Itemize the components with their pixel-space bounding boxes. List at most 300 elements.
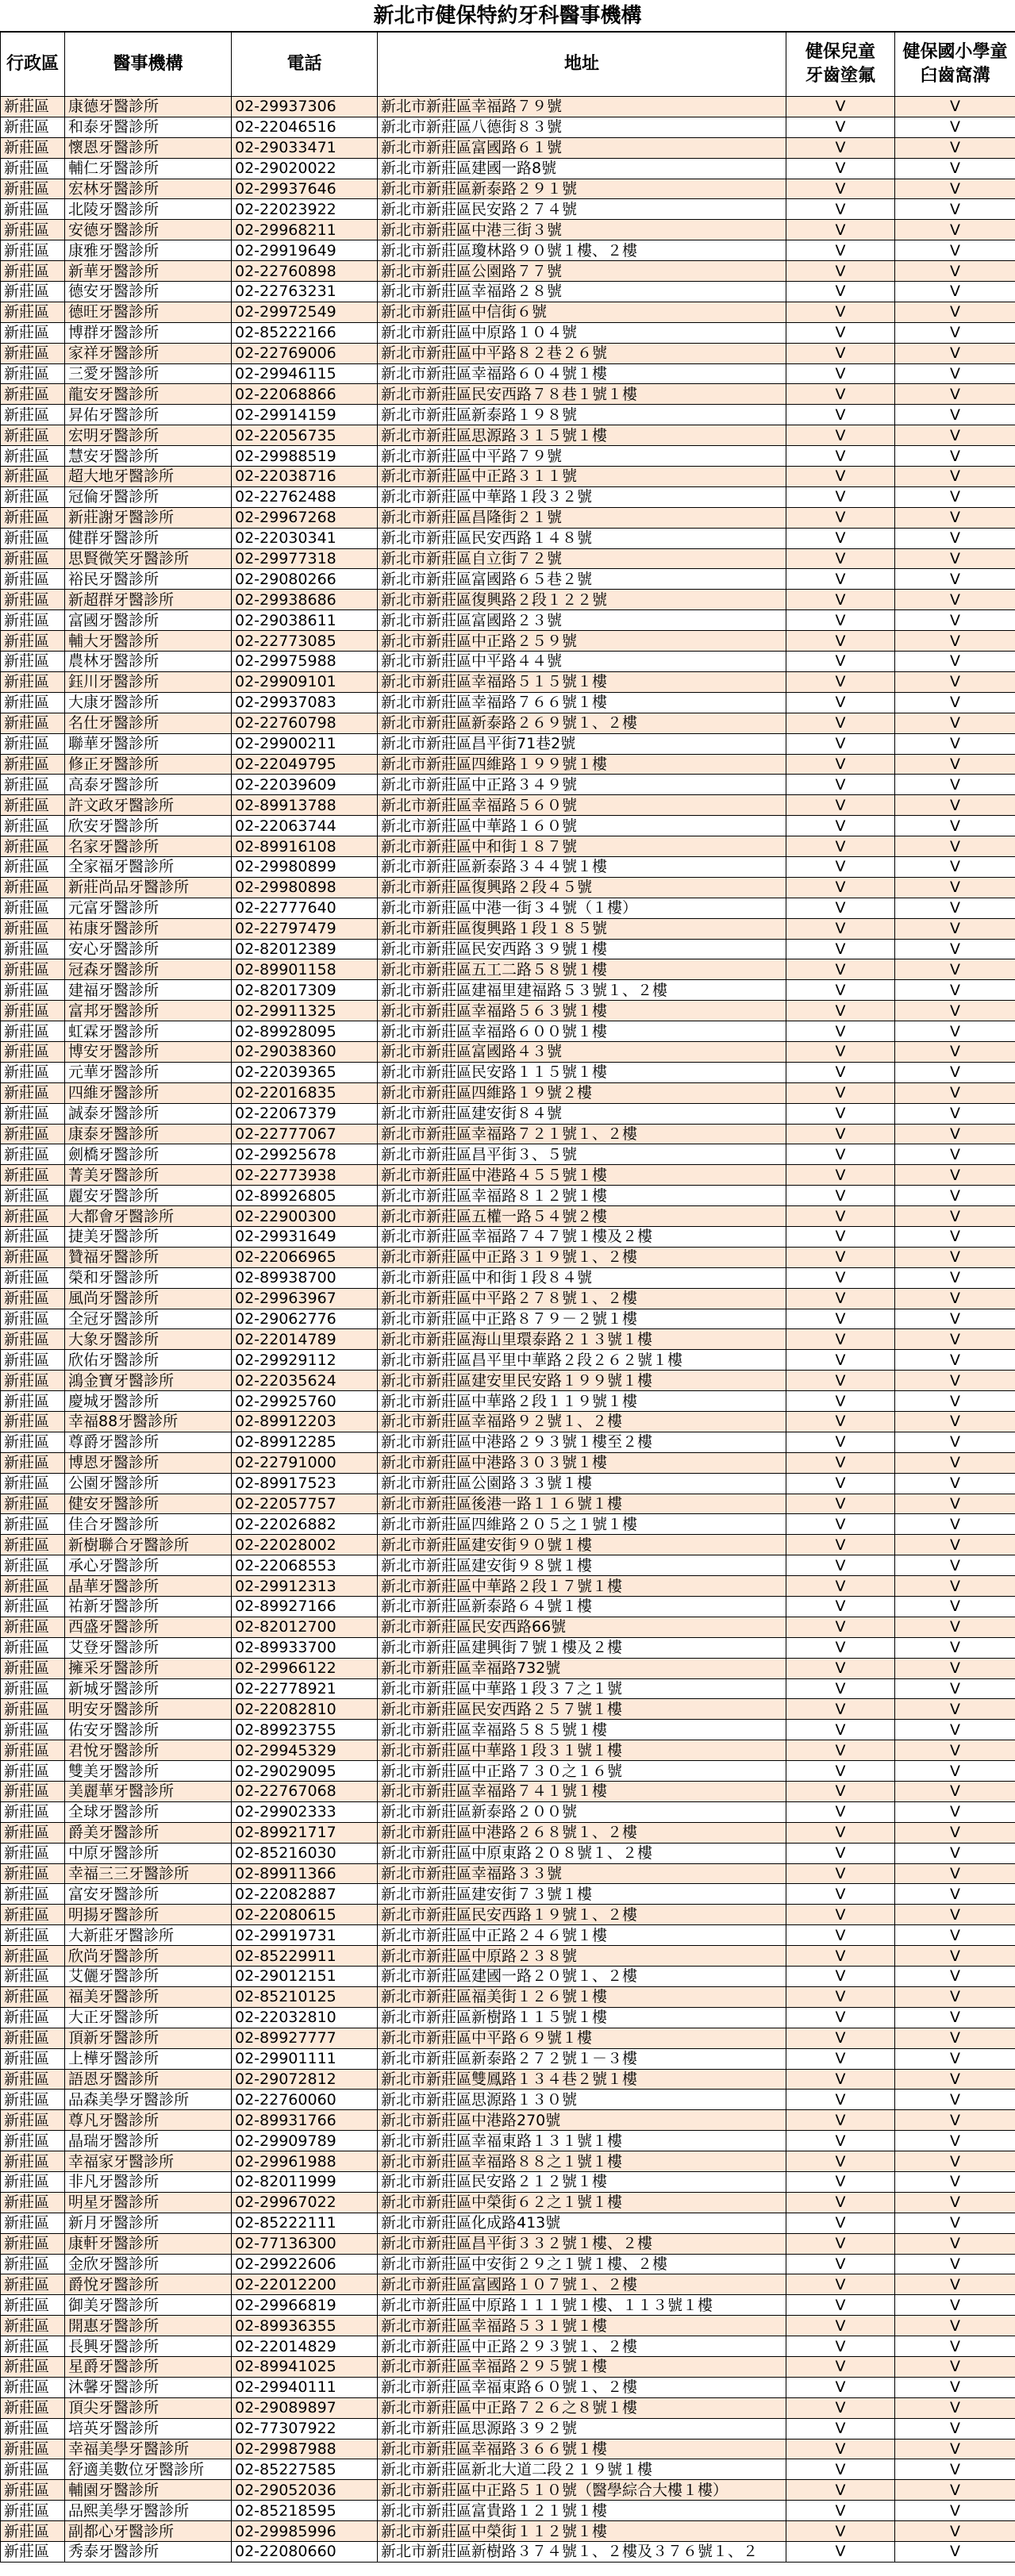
- fluoride-mark-cell: V: [786, 1329, 895, 1350]
- address-cell: 新北市新莊區中正路２５９號: [378, 631, 786, 652]
- table-row: [1, 199, 1015, 220]
- fluoride-mark-cell: V: [786, 1432, 895, 1452]
- clinic-name-cell: 康軒牙醫診所: [65, 2233, 232, 2254]
- district-cell: 新莊區: [1, 959, 65, 980]
- fluoride-mark-cell: V: [786, 733, 895, 754]
- district-cell: 新莊區: [1, 1350, 65, 1371]
- fluoride-mark-cell: V: [786, 2090, 895, 2110]
- phone-cell: 02-29909101: [232, 671, 378, 692]
- table-row: [1, 1637, 1015, 1658]
- table-row: [1, 2110, 1015, 2131]
- table-row: [1, 179, 1015, 199]
- table-row: [1, 1514, 1015, 1535]
- sealant-mark-cell: V: [895, 2233, 1015, 2254]
- fluoride-mark-cell: V: [786, 939, 895, 959]
- sealant-mark-cell: V: [895, 1925, 1015, 1946]
- clinic-name-cell: 安德牙醫診所: [65, 220, 232, 240]
- district-cell: 新莊區: [1, 2171, 65, 2192]
- table-row: [1, 1494, 1015, 1514]
- district-cell: 新莊區: [1, 2192, 65, 2213]
- clinic-name-cell: 劍橋牙醫診所: [65, 1144, 232, 1165]
- district-cell: 新莊區: [1, 1822, 65, 1843]
- address-cell: 新北市新莊區中正路５１０號（醫學綜合大樓１樓）: [378, 2480, 786, 2501]
- table-row: [1, 1822, 1015, 1843]
- address-cell: 新北市新莊區幸福路５８５號１樓: [378, 1720, 786, 1740]
- address-cell: 新北市新莊區中港路２９３號１樓至２樓: [378, 1432, 786, 1452]
- fluoride-mark-cell: V: [786, 2521, 895, 2542]
- district-cell: 新莊區: [1, 754, 65, 775]
- clinic-name-cell: 明安牙醫診所: [65, 1699, 232, 1720]
- address-cell: 新北市新莊區幸福路９２號１、２樓: [378, 1412, 786, 1432]
- address-cell: 新北市新莊區化成路413號: [378, 2213, 786, 2233]
- clinic-name-cell: 健安牙醫診所: [65, 1494, 232, 1514]
- phone-cell: 02-22773085: [232, 631, 378, 652]
- table-row: [1, 2007, 1015, 2028]
- phone-cell: 02-22030341: [232, 528, 378, 548]
- fluoride-mark-cell: V: [786, 1103, 895, 1124]
- phone-cell: 02-29988519: [232, 446, 378, 467]
- address-cell: 新北市新莊區幸福路７４７號１樓及２樓: [378, 1226, 786, 1247]
- clinic-name-cell: 幸福三三牙醫診所: [65, 1863, 232, 1884]
- table-row: [1, 1062, 1015, 1082]
- header-fluoride-line1: 健保兒童: [805, 42, 875, 62]
- sealant-mark-cell: V: [895, 1206, 1015, 1227]
- phone-cell: 02-22760060: [232, 2090, 378, 2110]
- sealant-mark-cell: V: [895, 1986, 1015, 2007]
- sealant-mark-cell: V: [895, 775, 1015, 795]
- fluoride-mark-cell: V: [786, 2459, 895, 2480]
- sealant-mark-cell: V: [895, 2336, 1015, 2357]
- clinic-name-cell: 家祥牙醫診所: [65, 343, 232, 363]
- district-cell: 新莊區: [1, 2028, 65, 2048]
- address-cell: 新北市新莊區富國路６５巷２號: [378, 569, 786, 590]
- fluoride-mark-cell: V: [786, 1412, 895, 1432]
- district-cell: 新莊區: [1, 343, 65, 363]
- sealant-mark-cell: V: [895, 1473, 1015, 1494]
- fluoride-mark-cell: V: [786, 446, 895, 467]
- fluoride-mark-cell: V: [786, 1124, 895, 1144]
- district-cell: 新莊區: [1, 1329, 65, 1350]
- fluoride-mark-cell: V: [786, 2501, 895, 2521]
- district-cell: 新莊區: [1, 282, 65, 302]
- district-cell: 新莊區: [1, 1247, 65, 1267]
- phone-cell: 02-29937646: [232, 179, 378, 199]
- fluoride-mark-cell: V: [786, 1247, 895, 1267]
- table-row: [1, 2131, 1015, 2151]
- sealant-mark-cell: V: [895, 363, 1015, 384]
- clinic-name-cell: 語恩牙醫診所: [65, 2069, 232, 2090]
- phone-cell: 02-22066965: [232, 1247, 378, 1267]
- district-cell: 新莊區: [1, 590, 65, 610]
- table-row: [1, 2192, 1015, 2213]
- phone-cell: 02-29963967: [232, 1288, 378, 1309]
- sealant-mark-cell: V: [895, 2377, 1015, 2397]
- phone-cell: 02-29029095: [232, 1761, 378, 1782]
- table-row: [1, 795, 1015, 816]
- clinic-name-cell: 名仕牙醫診所: [65, 713, 232, 733]
- address-cell: 新北市新莊區昌平街71巷2號: [378, 733, 786, 754]
- sealant-mark-cell: V: [895, 322, 1015, 343]
- fluoride-mark-cell: V: [786, 671, 895, 692]
- address-cell: 新北市新莊區幸福路７２１號１、２樓: [378, 1124, 786, 1144]
- phone-cell: 02-22014789: [232, 1329, 378, 1350]
- fluoride-mark-cell: V: [786, 343, 895, 363]
- table-row: [1, 1473, 1015, 1494]
- clinic-name-cell: 承心牙醫診所: [65, 1555, 232, 1576]
- clinic-name-cell: 三愛牙醫診所: [65, 363, 232, 384]
- sealant-mark-cell: V: [895, 1288, 1015, 1309]
- phone-cell: 02-22769006: [232, 343, 378, 363]
- fluoride-mark-cell: V: [786, 405, 895, 425]
- address-cell: 新北市新莊區幸福路２９５號１樓: [378, 2356, 786, 2377]
- fluoride-mark-cell: V: [786, 1494, 895, 1514]
- phone-cell: 02-29020022: [232, 158, 378, 179]
- district-cell: 新莊區: [1, 1432, 65, 1452]
- fluoride-mark-cell: V: [786, 261, 895, 282]
- district-cell: 新莊區: [1, 261, 65, 282]
- fluoride-mark-cell: V: [786, 2028, 895, 2048]
- table-row: [1, 1801, 1015, 1822]
- phone-cell: 02-22080660: [232, 2541, 378, 2562]
- fluoride-mark-cell: V: [786, 2418, 895, 2439]
- district-cell: 新莊區: [1, 1473, 65, 1494]
- sealant-mark-cell: V: [895, 2007, 1015, 2028]
- address-cell: 新北市新莊區昌平街３３２號１樓、２樓: [378, 2233, 786, 2254]
- address-cell: 新北市新莊區建安街９８號１樓: [378, 1555, 786, 1576]
- sealant-mark-cell: V: [895, 2213, 1015, 2233]
- fluoride-mark-cell: V: [786, 1782, 895, 1802]
- sealant-mark-cell: V: [895, 97, 1015, 117]
- address-cell: 新北市新莊區新泰路２９１號: [378, 179, 786, 199]
- address-cell: 新北市新莊區新北大道二段２１９號１樓: [378, 2459, 786, 2480]
- clinic-name-cell: 德安牙醫診所: [65, 282, 232, 302]
- fluoride-mark-cell: V: [786, 980, 895, 1001]
- address-cell: 新北市新莊區幸福路５６３號１樓: [378, 1001, 786, 1021]
- table-row: [1, 261, 1015, 282]
- table-row: [1, 2439, 1015, 2459]
- table-row: [1, 1165, 1015, 1186]
- fluoride-mark-cell: V: [786, 816, 895, 836]
- table-row: [1, 1124, 1015, 1144]
- table-row: [1, 856, 1015, 877]
- fluoride-mark-cell: V: [786, 1884, 895, 1905]
- clinic-name-cell: 修正牙醫診所: [65, 754, 232, 775]
- district-cell: 新莊區: [1, 569, 65, 590]
- fluoride-mark-cell: V: [786, 2192, 895, 2213]
- phone-cell: 02-29914159: [232, 405, 378, 425]
- clinic-name-cell: 鴻金寶牙醫診所: [65, 1371, 232, 1391]
- district-cell: 新莊區: [1, 1782, 65, 1802]
- address-cell: 新北市新莊區建國一路8號: [378, 158, 786, 179]
- phone-cell: 02-22767068: [232, 1782, 378, 1802]
- sealant-mark-cell: V: [895, 486, 1015, 507]
- district-cell: 新莊區: [1, 425, 65, 446]
- header-fluoride-line2: 牙齒塗氟: [805, 66, 875, 86]
- sealant-mark-cell: V: [895, 939, 1015, 959]
- sealant-mark-cell: V: [895, 2501, 1015, 2521]
- table-row: [1, 1001, 1015, 1021]
- fluoride-mark-cell: V: [786, 1226, 895, 1247]
- address-cell: 新北市新莊區四維路２０５之１號１樓: [378, 1514, 786, 1535]
- district-cell: 新莊區: [1, 1062, 65, 1082]
- district-cell: 新莊區: [1, 1761, 65, 1782]
- table-row: [1, 1432, 1015, 1452]
- sealant-mark-cell: V: [895, 2274, 1015, 2295]
- fluoride-mark-cell: V: [786, 2480, 895, 2501]
- district-cell: 新莊區: [1, 2316, 65, 2336]
- district-cell: 新莊區: [1, 1555, 65, 1576]
- address-cell: 新北市新莊區幸福路７６６號１樓: [378, 692, 786, 713]
- fluoride-mark-cell: V: [786, 2110, 895, 2131]
- fluoride-mark-cell: V: [786, 302, 895, 322]
- address-cell: 新北市新莊區幸福路２８號: [378, 282, 786, 302]
- sealant-mark-cell: V: [895, 2151, 1015, 2172]
- sealant-mark-cell: V: [895, 1452, 1015, 1473]
- phone-cell: 02-89927777: [232, 2028, 378, 2048]
- district-cell: 新莊區: [1, 1124, 65, 1144]
- phone-cell: 02-89901158: [232, 959, 378, 980]
- address-cell: 新北市新莊區四維路１９９號１樓: [378, 754, 786, 775]
- district-cell: 新莊區: [1, 363, 65, 384]
- clinic-name-cell: 新莊謝牙醫診所: [65, 507, 232, 528]
- address-cell: 新北市新莊區中正路３４９號: [378, 775, 786, 795]
- sealant-mark-cell: V: [895, 282, 1015, 302]
- clinic-name-cell: 爵美牙醫診所: [65, 1822, 232, 1843]
- district-cell: 新莊區: [1, 2295, 65, 2316]
- district-cell: 新莊區: [1, 1412, 65, 1432]
- clinic-name-cell: 非凡牙醫診所: [65, 2171, 232, 2192]
- phone-cell: 02-29940111: [232, 2377, 378, 2397]
- fluoride-mark-cell: V: [786, 282, 895, 302]
- phone-cell: 02-29937306: [232, 97, 378, 117]
- phone-cell: 02-89927166: [232, 1597, 378, 1617]
- phone-cell: 02-29966122: [232, 1658, 378, 1678]
- clinic-name-cell: 幸福88牙醫診所: [65, 1412, 232, 1432]
- address-cell: 新北市新莊區新泰路２７２號１－３樓: [378, 2048, 786, 2069]
- fluoride-mark-cell: V: [786, 528, 895, 548]
- table-row: [1, 2028, 1015, 2048]
- address-cell: 新北市新莊區八德街８３號: [378, 117, 786, 137]
- sealant-mark-cell: V: [895, 2439, 1015, 2459]
- table-row: [1, 363, 1015, 384]
- address-cell: 新北市新莊區中港路３０３號１樓: [378, 1452, 786, 1473]
- clinic-name-cell: 新月牙醫診所: [65, 2213, 232, 2233]
- fluoride-mark-cell: V: [786, 1206, 895, 1227]
- district-cell: 新莊區: [1, 1371, 65, 1391]
- table-row: [1, 2254, 1015, 2274]
- sealant-mark-cell: V: [895, 1822, 1015, 1843]
- sealant-mark-cell: V: [895, 2192, 1015, 2213]
- fluoride-mark-cell: V: [786, 199, 895, 220]
- clinic-name-cell: 北陵牙醫診所: [65, 199, 232, 220]
- clinic-name-cell: 思賢微笑牙醫診所: [65, 548, 232, 569]
- district-cell: 新莊區: [1, 1001, 65, 1021]
- address-cell: 新北市新莊區中華路１段３２號: [378, 486, 786, 507]
- sealant-mark-cell: V: [895, 302, 1015, 322]
- table-row: [1, 816, 1015, 836]
- fluoride-mark-cell: V: [786, 775, 895, 795]
- address-cell: 新北市新莊區中正路３１１號: [378, 467, 786, 487]
- phone-cell: 02-29987988: [232, 2439, 378, 2459]
- phone-cell: 02-22760898: [232, 261, 378, 282]
- address-cell: 新北市新莊區中原路１０４號: [378, 322, 786, 343]
- phone-cell: 02-29062776: [232, 1309, 378, 1329]
- fluoride-mark-cell: V: [786, 137, 895, 158]
- phone-cell: 02-29901111: [232, 2048, 378, 2069]
- address-cell: 新北市新莊區幸福東路１３１號１樓: [378, 2131, 786, 2151]
- table-row: [1, 117, 1015, 137]
- phone-cell: 02-29911325: [232, 1001, 378, 1021]
- fluoride-mark-cell: V: [786, 1391, 895, 1412]
- clinic-name-cell: 頂尖牙醫診所: [65, 2397, 232, 2418]
- address-cell: 新北市新莊區幸福路８１２號１樓: [378, 1186, 786, 1206]
- clinic-name-cell: 輔園牙醫診所: [65, 2480, 232, 2501]
- phone-cell: 02-29902333: [232, 1801, 378, 1822]
- address-cell: 新北市新莊區民安西路66號: [378, 1617, 786, 1637]
- table-row: [1, 2356, 1015, 2377]
- district-cell: 新莊區: [1, 1637, 65, 1658]
- clinic-name-cell: 欣佑牙醫診所: [65, 1350, 232, 1371]
- address-cell: 新北市新莊區中平路７９號: [378, 446, 786, 467]
- clinic-name-cell: 明揚牙醫診所: [65, 1905, 232, 1925]
- district-cell: 新莊區: [1, 1925, 65, 1946]
- phone-cell: 02-29967268: [232, 507, 378, 528]
- clinic-name-cell: 長興牙醫診所: [65, 2336, 232, 2357]
- table-row: [1, 1412, 1015, 1432]
- clinic-name-cell: 冠倫牙醫診所: [65, 486, 232, 507]
- clinic-name-cell: 龍安牙醫診所: [65, 384, 232, 405]
- phone-cell: 02-22057757: [232, 1494, 378, 1514]
- table-row: [1, 1699, 1015, 1720]
- address-cell: 新北市新莊區幸福路５１５號１樓: [378, 671, 786, 692]
- district-cell: 新莊區: [1, 117, 65, 137]
- clinic-name-cell: 贊福牙醫診所: [65, 1247, 232, 1267]
- district-cell: 新莊區: [1, 2131, 65, 2151]
- fluoride-mark-cell: V: [786, 1144, 895, 1165]
- fluoride-mark-cell: V: [786, 1267, 895, 1288]
- sealant-mark-cell: V: [895, 1124, 1015, 1144]
- district-cell: 新莊區: [1, 2110, 65, 2131]
- phone-cell: 02-85210125: [232, 1986, 378, 2007]
- address-cell: 新北市新莊區中港路４５５號１樓: [378, 1165, 786, 1186]
- phone-cell: 02-22068866: [232, 384, 378, 405]
- sealant-mark-cell: V: [895, 1514, 1015, 1535]
- district-cell: 新莊區: [1, 1863, 65, 1884]
- table-row: [1, 1740, 1015, 1761]
- fluoride-mark-cell: V: [786, 1637, 895, 1658]
- phone-cell: 02-29929112: [232, 1350, 378, 1371]
- table-row: [1, 97, 1015, 117]
- phone-cell: 02-89921717: [232, 1822, 378, 1843]
- clinic-name-cell: 幸福美學牙醫診所: [65, 2439, 232, 2459]
- table-row: [1, 2151, 1015, 2172]
- fluoride-mark-cell: V: [786, 1514, 895, 1535]
- district-cell: 新莊區: [1, 1535, 65, 1555]
- table-row: [1, 2069, 1015, 2090]
- clinic-name-cell: 大都會牙醫診所: [65, 1206, 232, 1227]
- address-cell: 新北市新莊區富國路６１號: [378, 137, 786, 158]
- phone-cell: 02-22046516: [232, 117, 378, 137]
- phone-cell: 02-29937083: [232, 692, 378, 713]
- sealant-mark-cell: V: [895, 795, 1015, 816]
- fluoride-mark-cell: V: [786, 959, 895, 980]
- table-row: [1, 1021, 1015, 1042]
- clinic-name-cell: 沐馨牙醫診所: [65, 2377, 232, 2397]
- clinic-name-cell: 大新莊牙醫診所: [65, 1925, 232, 1946]
- address-cell: 新北市新莊區幸福路５６０號: [378, 795, 786, 816]
- clinic-name-cell: 宏林牙醫診所: [65, 179, 232, 199]
- address-cell: 新北市新莊區中港路270號: [378, 2110, 786, 2131]
- sealant-mark-cell: V: [895, 240, 1015, 261]
- district-cell: 新莊區: [1, 856, 65, 877]
- fluoride-mark-cell: V: [786, 1843, 895, 1863]
- clinic-name-cell: 晶瑞牙醫診所: [65, 2131, 232, 2151]
- address-cell: 新北市新莊區中華路２段１１９號１樓: [378, 1391, 786, 1412]
- sealant-mark-cell: V: [895, 343, 1015, 363]
- phone-cell: 02-22777067: [232, 1124, 378, 1144]
- phone-cell: 02-29052036: [232, 2480, 378, 2501]
- table-row: [1, 137, 1015, 158]
- fluoride-mark-cell: V: [786, 1452, 895, 1473]
- table-row: [1, 918, 1015, 939]
- table-row: [1, 610, 1015, 631]
- district-cell: 新莊區: [1, 1165, 65, 1186]
- sealant-mark-cell: V: [895, 1905, 1015, 1925]
- fluoride-mark-cell: V: [786, 220, 895, 240]
- fluoride-mark-cell: V: [786, 1062, 895, 1082]
- clinic-name-cell: 頂新牙醫診所: [65, 2028, 232, 2048]
- clinic-name-cell: 輔仁牙醫診所: [65, 158, 232, 179]
- clinic-name-cell: 四維牙醫診所: [65, 1082, 232, 1103]
- clinic-name-cell: 裕民牙醫診所: [65, 569, 232, 590]
- sealant-mark-cell: V: [895, 980, 1015, 1001]
- clinic-name-cell: 舒適美數位牙醫診所: [65, 2459, 232, 2480]
- fluoride-mark-cell: V: [786, 692, 895, 713]
- sealant-mark-cell: V: [895, 1432, 1015, 1452]
- phone-cell: 02-22039365: [232, 1062, 378, 1082]
- clinic-name-cell: 博恩牙醫診所: [65, 1452, 232, 1473]
- sealant-mark-cell: V: [895, 425, 1015, 446]
- phone-cell: 02-29980898: [232, 877, 378, 898]
- address-cell: 新北市新莊區民安路２７４號: [378, 199, 786, 220]
- phone-cell: 02-22082810: [232, 1699, 378, 1720]
- table-row: [1, 1576, 1015, 1597]
- table-row: [1, 2233, 1015, 2254]
- table-row: [1, 1041, 1015, 1062]
- district-cell: 新莊區: [1, 2377, 65, 2397]
- address-cell: 新北市新莊區中和街１８７號: [378, 836, 786, 857]
- sealant-mark-cell: V: [895, 569, 1015, 590]
- table-row: [1, 1555, 1015, 1576]
- clinic-name-cell: 祐康牙醫診所: [65, 918, 232, 939]
- phone-cell: 02-22023922: [232, 199, 378, 220]
- phone-cell: 02-82017309: [232, 980, 378, 1001]
- phone-cell: 02-22760798: [232, 713, 378, 733]
- table-row: [1, 671, 1015, 692]
- address-cell: 新北市新莊區五工二路５８號１樓: [378, 959, 786, 980]
- fluoride-mark-cell: V: [786, 2295, 895, 2316]
- district-cell: 新莊區: [1, 507, 65, 528]
- sealant-mark-cell: V: [895, 1678, 1015, 1699]
- table-row: [1, 959, 1015, 980]
- clinic-name-cell: 培英牙醫診所: [65, 2418, 232, 2439]
- address-cell: 新北市新莊區民安路２１２號１樓: [378, 2171, 786, 2192]
- address-cell: 新北市新莊區新泰路６４號１樓: [378, 1597, 786, 1617]
- sealant-mark-cell: V: [895, 117, 1015, 137]
- clinic-name-cell: 佳合牙醫診所: [65, 1514, 232, 1535]
- phone-cell: 02-29925678: [232, 1144, 378, 1165]
- fluoride-mark-cell: V: [786, 384, 895, 405]
